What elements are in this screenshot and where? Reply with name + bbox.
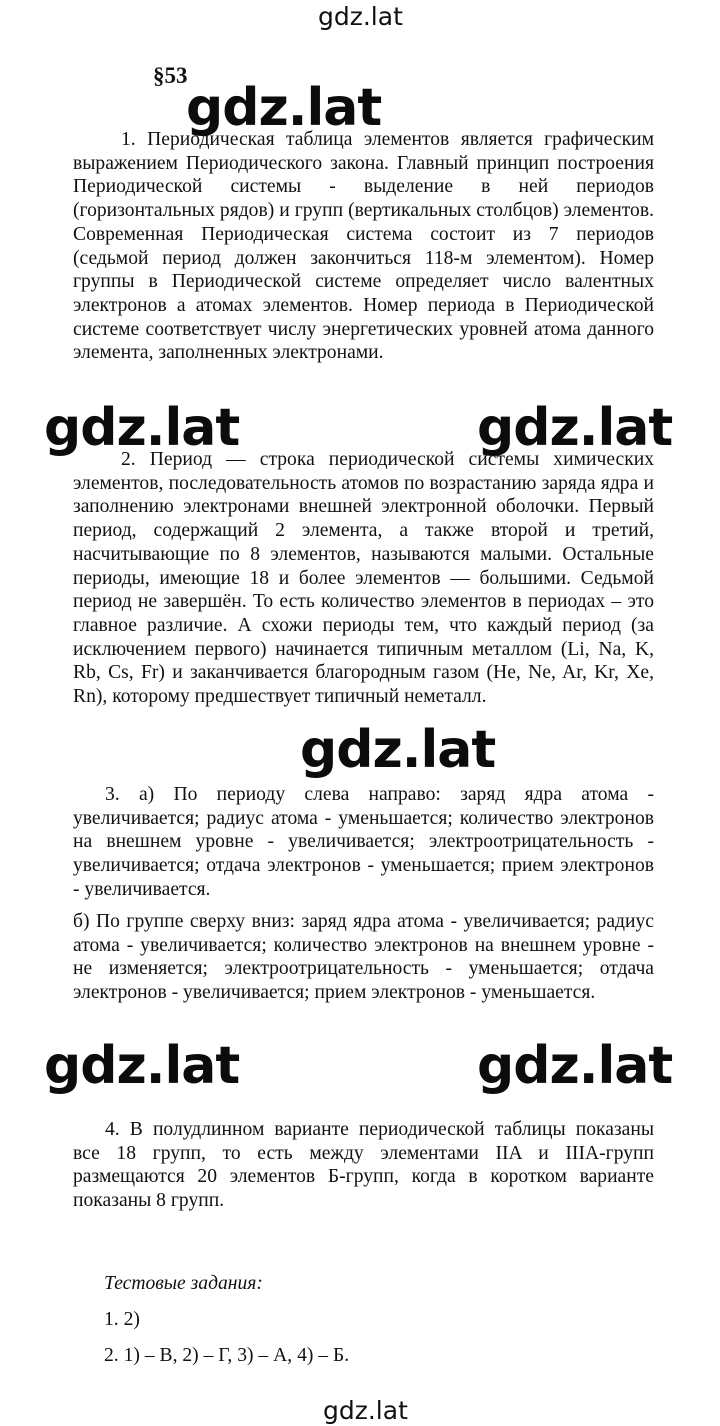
tests-heading: Тестовые задания: bbox=[104, 1273, 263, 1294]
paragraph-3b: б) По группе сверху вниз: заряд ядра атома - увеличивается; радиус атома - увеличивается; количество электронов на внешнем уровне - не изменяется; электроотрицательность - уменьшается; отдача электронов - увеличивается; прием электронов - уменьшается. bbox=[73, 911, 654, 1004]
watermark-large: gdz.lat bbox=[477, 1036, 673, 1096]
paragraph-3a: 3. а) По периоду слева направо: заряд ядра атома - увеличивается; радиус атома - уменьшается; количество электронов на внешнем уровне - увеличивается; электроотрицательность - увеличивается; отдача электронов - уменьшается; прием электронов - увеличивается. bbox=[73, 784, 654, 900]
watermark-large: gdz.lat bbox=[186, 78, 382, 138]
watermark-large: gdz.lat bbox=[300, 720, 496, 780]
paragraph-4: 4. В полудлинном варианте периодической таблицы показаны все 18 групп, то есть между элементами IIA и IIIA-групп размещаются 20 элементов Б-групп, когда в коротком варианте показаны 8 групп. bbox=[73, 1119, 654, 1212]
test-answer-1: 1. 2) bbox=[104, 1309, 140, 1330]
watermark-top: gdz.lat bbox=[318, 2, 403, 31]
paragraph-1: 1. Периодическая таблица элементов является графическим выражением Периодического закона. Главный принцип построения Периодической системы - выделение в ней периодов (горизонтальных рядов) и групп (вертикальных столбцов) элементов. Современная Периодическая система состоит из 7 периодов (седьмой период должен закончиться 118-м элементом). Номер группы в Периодической системе определяет число валентных электронов а атомах элементов. Номер периода в Периодической системе соответствует числу энергетических уровней атома данного элемента, заполненных электронами. bbox=[73, 129, 654, 364]
section-heading: §53 bbox=[153, 63, 188, 88]
watermark-large: gdz.lat bbox=[477, 398, 673, 458]
watermark-bottom: gdz.lat bbox=[323, 1396, 408, 1425]
watermark-large: gdz.lat bbox=[44, 1036, 240, 1096]
test-answer-2: 2. 1) – В, 2) – Г, 3) – А, 4) – Б. bbox=[104, 1345, 350, 1366]
paragraph-2: 2. Период — строка периодической системы химических элементов, последовательность атомов по возрастанию заряда ядра и заполнению электронами внешней электронной оболочки. Первый период, содержащий 2 элемента, а также второй и третий, насчитывающие по 8 элементов, называются малыми. Остальные периоды, имеющие 18 и более элементов — большими. Седьмой период не завершён. То есть количество элементов в периодах – это главное различие. А схожи периоды тем, что каждый период (за исключением первого) начинается типичным металлом (Li, Na, K, Rb, Cs, Fr) и заканчивается благородным газом (He, Ne, Ar, Kr, Xe, Rn), которому предшествует типичный неметалл. bbox=[73, 449, 654, 708]
watermark-large: gdz.lat bbox=[44, 398, 240, 458]
